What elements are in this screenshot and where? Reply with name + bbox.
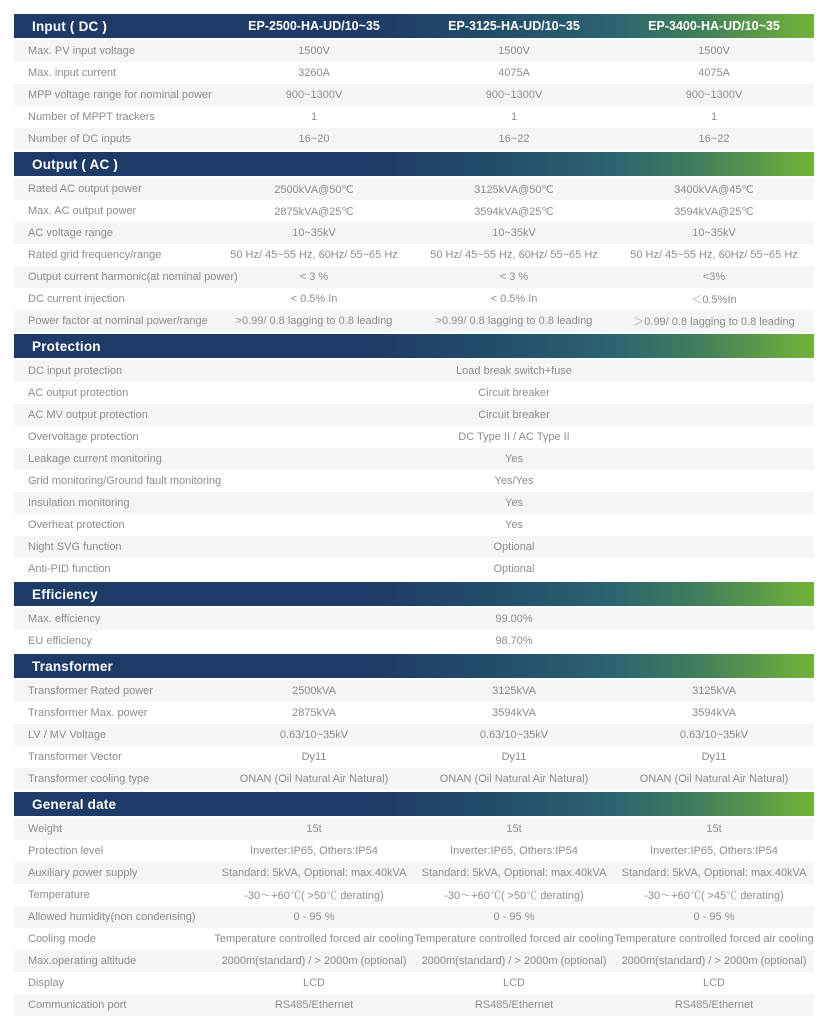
row-value-merged: DC Type II / AC Type II (458, 431, 570, 443)
table-row (14, 950, 814, 972)
row-label: AC output protection (28, 387, 129, 399)
row-value: RS485/Ethernet (474, 999, 554, 1011)
section-general-date (14, 792, 814, 1016)
row-value: 2500kVA@50℃ (274, 183, 354, 196)
row-value: Dy11 (701, 751, 727, 763)
row-value: < 0.5% In (290, 293, 338, 305)
row-value: 3594kVA (692, 707, 736, 719)
row-value-merged: Yes (505, 497, 523, 509)
row-value: 4075A (498, 67, 530, 79)
section-title: Protection (32, 338, 101, 354)
column-header: EP-3125-HA-UD/10~35 (448, 19, 580, 33)
table-row (14, 470, 814, 492)
row-label: Power factor at nominal power/range (28, 315, 208, 327)
row-value: LCD (702, 977, 725, 989)
row-value: 900~1300V (485, 89, 543, 101)
row-value: < 3 % (299, 271, 329, 283)
table-row (14, 310, 814, 332)
table-row (14, 492, 814, 514)
row-value: 3594kVA (492, 707, 536, 719)
row-value: Standard: 5kVA, Optional: max.40kVA (421, 867, 607, 879)
row-label: Insulation monitoring (28, 497, 130, 509)
row-label: Number of DC inputs (28, 133, 131, 145)
table-row (14, 840, 814, 862)
table-row (14, 360, 814, 382)
table-row (14, 818, 814, 840)
table-row (14, 62, 814, 84)
table-row (14, 558, 814, 580)
section-rows (14, 680, 814, 790)
row-value: 3594kVA@25℃ (474, 205, 554, 218)
row-value: 3594kVA@25℃ (674, 205, 754, 218)
table-row (14, 724, 814, 746)
section-rows (14, 178, 814, 332)
row-value: 0 - 95 % (293, 911, 335, 923)
section-header-protection (14, 334, 814, 358)
row-value: 0 - 95 % (693, 911, 735, 923)
row-value: >0.99/ 0.8 lagging to 0.8 leading (235, 315, 393, 327)
row-label: EU efficiency (28, 635, 92, 647)
section-input-dc (14, 14, 814, 150)
row-value: 1500V (498, 45, 530, 57)
row-value: 3125kVA (692, 685, 736, 697)
row-value: 2000m(standard) / > 2000m (optional) (421, 955, 607, 967)
row-value: 3125kVA@50℃ (474, 183, 554, 196)
row-value: 0.63/10~35kV (679, 729, 749, 741)
row-value: 3125kVA (492, 685, 536, 697)
section-transformer (14, 654, 814, 790)
section-header-output-ac (14, 152, 814, 176)
table-row (14, 128, 814, 150)
row-value: 10~35kV (292, 227, 336, 239)
row-value: 1 (510, 111, 518, 123)
row-value: < 3 % (499, 271, 529, 283)
row-value: 2875kVA (292, 707, 336, 719)
table-row (14, 222, 814, 244)
row-label: Temperature (28, 889, 90, 901)
row-value: 1500V (698, 45, 730, 57)
table-row (14, 84, 814, 106)
section-header-general-date (14, 792, 814, 816)
row-value-merged: 98.70% (495, 635, 533, 647)
row-label: Max. input current (28, 67, 117, 79)
row-value: <3% (702, 271, 726, 283)
row-label: Overvoltage protection (28, 431, 139, 443)
row-label: Communication port (28, 999, 127, 1011)
row-value: 10~35kV (492, 227, 536, 239)
row-label: Cooling mode (28, 933, 96, 945)
row-label: Transformer Rated power (28, 685, 153, 697)
row-label: Number of MPPT trackers (28, 111, 155, 123)
row-label: Transformer Max. power (28, 707, 148, 719)
table-row (14, 200, 814, 222)
row-value-merged: Yes/Yes (494, 475, 534, 487)
table-row (14, 404, 814, 426)
column-header: EP-3400-HA-UD/10~35 (648, 19, 780, 33)
section-protection (14, 334, 814, 580)
row-label: AC voltage range (28, 227, 113, 239)
section-title: General date (32, 796, 117, 812)
row-value: 4075A (698, 67, 730, 79)
row-value: 0 - 95 % (493, 911, 535, 923)
row-label: AC MV output protection (28, 409, 148, 421)
spec-table (14, 14, 814, 1018)
table-row (14, 862, 814, 884)
table-row (14, 448, 814, 470)
row-value: LCD (302, 977, 325, 989)
row-value: -30～+60℃( >45℃ derating) (644, 890, 784, 902)
row-value: 10~35kV (692, 227, 736, 239)
table-row (14, 994, 814, 1016)
row-value: RS485/Ethernet (274, 999, 354, 1011)
section-header-transformer (14, 654, 814, 678)
row-value: 16~22 (498, 133, 530, 145)
row-label: Allowed humidity(non condensing) (28, 911, 196, 923)
section-title: Efficiency (32, 586, 98, 602)
row-value: 0.63/10~35kV (279, 729, 349, 741)
table-row (14, 608, 814, 630)
row-value: ONAN (Oil Natural Air Natural) (439, 773, 589, 785)
table-row (14, 178, 814, 200)
table-row (14, 884, 814, 906)
row-label: Max. PV input voltage (28, 45, 136, 57)
table-row (14, 40, 814, 62)
section-output-ac (14, 152, 814, 332)
row-value-merged: Yes (505, 519, 523, 531)
table-row (14, 680, 814, 702)
table-row (14, 630, 814, 652)
table-row (14, 426, 814, 448)
row-value-merged: Optional (493, 541, 535, 553)
row-label: Rated grid frequency/range (28, 249, 162, 261)
row-value: Inverter:IP65, Others:IP54 (450, 845, 578, 857)
row-label: Transformer Vector (28, 751, 122, 763)
row-label: DC current injection (28, 293, 125, 305)
row-value: >0.99/ 0.8 lagging to 0.8 leading (435, 315, 593, 327)
table-row (14, 928, 814, 950)
row-value: < 0.5% In (490, 293, 538, 305)
section-title: Transformer (32, 658, 113, 674)
row-value: 15t (306, 823, 322, 835)
table-row (14, 382, 814, 404)
row-value: ONAN (Oil Natural Air Natural) (639, 773, 789, 785)
table-row (14, 288, 814, 310)
row-label: Max.operating altitude (28, 955, 137, 967)
row-value: ＞0.99/ 0.8 lagging to 0.8 leading (633, 316, 795, 328)
table-row (14, 702, 814, 724)
row-value: Dy11 (501, 751, 527, 763)
section-rows (14, 608, 814, 652)
table-row (14, 514, 814, 536)
row-label: LV / MV Voltage (28, 729, 107, 741)
table-row (14, 906, 814, 928)
table-row (14, 266, 814, 288)
section-rows (14, 40, 814, 150)
section-rows (14, 360, 814, 580)
row-label: Output current harmonic(at nominal power) (28, 271, 238, 283)
table-row (14, 768, 814, 790)
row-label: Rated AC output power (28, 183, 142, 195)
row-value: 16~20 (298, 133, 330, 145)
table-row (14, 972, 814, 994)
row-value: LCD (502, 977, 525, 989)
row-value: Inverter:IP65, Others:IP54 (250, 845, 378, 857)
row-value: 900~1300V (285, 89, 343, 101)
table-row (14, 244, 814, 266)
row-value: Inverter:IP65, Others:IP54 (650, 845, 778, 857)
row-value: 3400kVA@45℃ (674, 183, 754, 196)
row-value-merged: Load break switch+fuse (456, 365, 572, 377)
row-value-merged: Yes (505, 453, 523, 465)
row-value: 2875kVA@25℃ (274, 205, 354, 218)
row-label: Grid monitoring/Ground fault monitoring (28, 475, 222, 487)
row-value: 0.63/10~35kV (479, 729, 549, 741)
row-value: 15t (506, 823, 522, 835)
row-label: Transformer cooling type (28, 773, 150, 785)
row-label: Max. efficiency (28, 613, 101, 625)
row-value-merged: Circuit breaker (478, 409, 550, 421)
row-label: Overheat protection (28, 519, 125, 531)
row-value: Temperature controlled forced air cooling (414, 933, 614, 945)
row-value: ONAN (Oil Natural Air Natural) (239, 773, 389, 785)
row-label: Auxiliary power supply (28, 867, 138, 879)
row-value: 15t (706, 823, 722, 835)
row-label: Weight (28, 823, 63, 835)
column-header: EP-2500-HA-UD/10~35 (248, 19, 380, 33)
row-value: -30～+60℃( >50℃ derating) (244, 890, 384, 902)
row-value: Standard: 5kVA, Optional: max.40kVA (621, 867, 807, 879)
table-row (14, 536, 814, 558)
row-value: Temperature controlled forced air cooling (214, 933, 414, 945)
row-value: Dy11 (301, 751, 327, 763)
row-label: Max. AC output power (28, 205, 137, 217)
section-header-efficiency (14, 582, 814, 606)
row-label: Night SVG function (28, 541, 122, 553)
row-value-merged: 99.00% (495, 613, 533, 625)
row-value: 50 Hz/ 45~55 Hz, 60Hz/ 55~65 Hz (630, 249, 798, 261)
section-title: Output ( AC ) (32, 156, 119, 172)
row-value: 16~22 (698, 133, 730, 145)
row-value-merged: Circuit breaker (478, 387, 550, 399)
row-value: 2000m(standard) / > 2000m (optional) (621, 955, 807, 967)
row-value: -30～+60℃( >50℃ derating) (444, 890, 584, 902)
row-value: 2500kVA (292, 685, 336, 697)
row-value: 900~1300V (685, 89, 743, 101)
row-label: Protection level (28, 845, 104, 857)
row-label: Anti-PID function (28, 563, 111, 575)
section-rows (14, 818, 814, 1016)
row-label: DC input protection (28, 365, 123, 377)
table-row (14, 106, 814, 128)
row-value: 2000m(standard) / > 2000m (optional) (221, 955, 407, 967)
row-value: 3260A (298, 67, 330, 79)
row-label: MPP voltage range for nominal power (28, 89, 212, 101)
row-value: 1 (310, 111, 318, 123)
row-value: 50 Hz/ 45~55 Hz, 60Hz/ 55~65 Hz (230, 249, 398, 261)
row-value: 1 (710, 111, 718, 123)
row-value: Temperature controlled forced air cooling (614, 933, 814, 945)
table-row (14, 746, 814, 768)
row-value: 50 Hz/ 45~55 Hz, 60Hz/ 55~65 Hz (430, 249, 598, 261)
section-title: Input ( DC ) (32, 18, 108, 34)
row-label: Display (28, 977, 65, 989)
row-value: ＜0.5%In (691, 294, 737, 306)
row-value: 1500V (298, 45, 330, 57)
row-value: Standard: 5kVA, Optional: max.40kVA (221, 867, 407, 879)
section-header-input-dc (14, 14, 814, 38)
section-efficiency (14, 582, 814, 652)
row-value-merged: Optional (493, 563, 535, 575)
row-value: RS485/Ethernet (674, 999, 754, 1011)
row-label: Leakage current monitoring (28, 453, 162, 465)
